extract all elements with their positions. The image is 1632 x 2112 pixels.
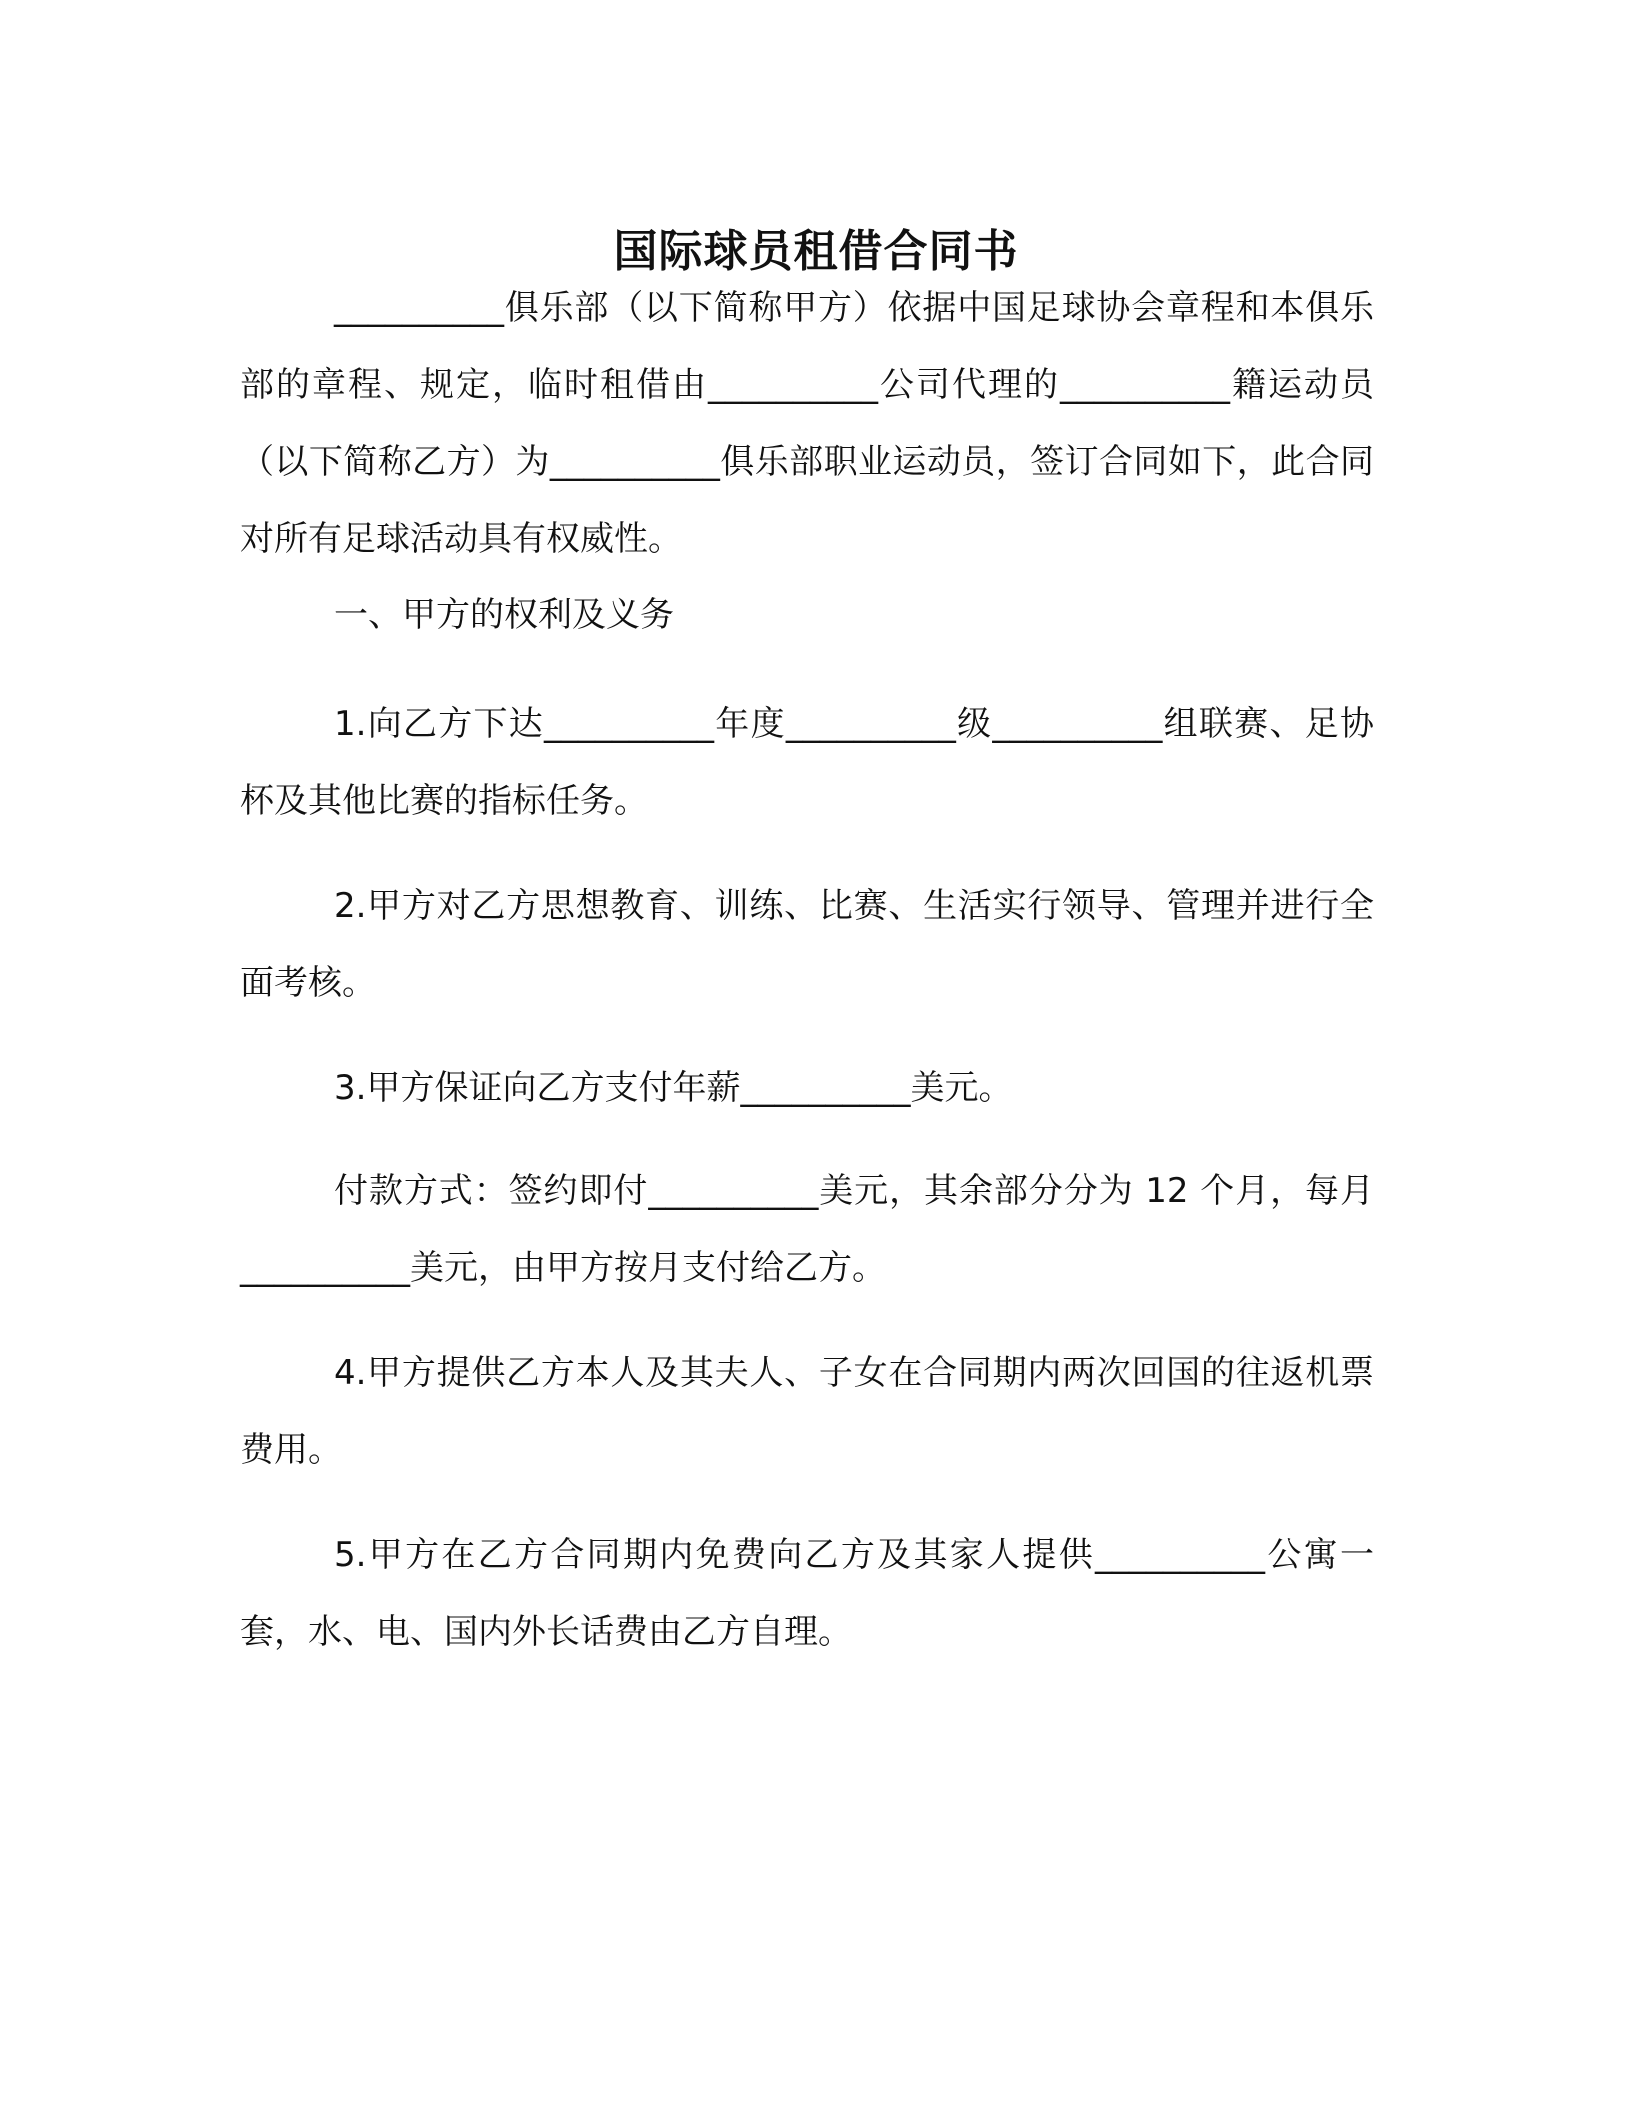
payment-method: 付款方式：签约即付__________美元，其余部分分为 12 个月，每月__________美元，由甲方按月支付给乙方。 bbox=[240, 1171, 1374, 1288]
clause-3: 3.甲方保证向乙方支付年薪__________美元。 bbox=[334, 1068, 1013, 1108]
clause-1: 1.向乙方下达__________年度__________级__________组联赛、足协杯及其他比赛的指标任务。 bbox=[240, 704, 1374, 821]
section-heading-party-a: 一、甲方的权利及义务 bbox=[334, 595, 674, 635]
clause-4: 4.甲方提供乙方本人及其夫人、子女在合同期内两次回国的往返机票费用。 bbox=[240, 1353, 1374, 1470]
clause-5: 5.甲方在乙方合同期内免费向乙方及其家人提供__________公寓一套，水、电、国内外长话费由乙方自理。 bbox=[240, 1535, 1374, 1652]
paragraph-intro: __________俱乐部（以下简称甲方）依据中国足球协会章程和本俱乐部的章程、规定，临时租借由__________公司代理的__________籍运动员（以下简称乙方）为__________俱乐部职业运动员，签订合同如下，此合同对所有足球活动具有权威性。 bbox=[240, 288, 1374, 559]
clause-2: 2.甲方对乙方思想教育、训练、比赛、生活实行领导、管理并进行全面考核。 bbox=[240, 886, 1374, 1003]
document-title: 国际球员租借合同书 bbox=[613, 226, 1019, 277]
